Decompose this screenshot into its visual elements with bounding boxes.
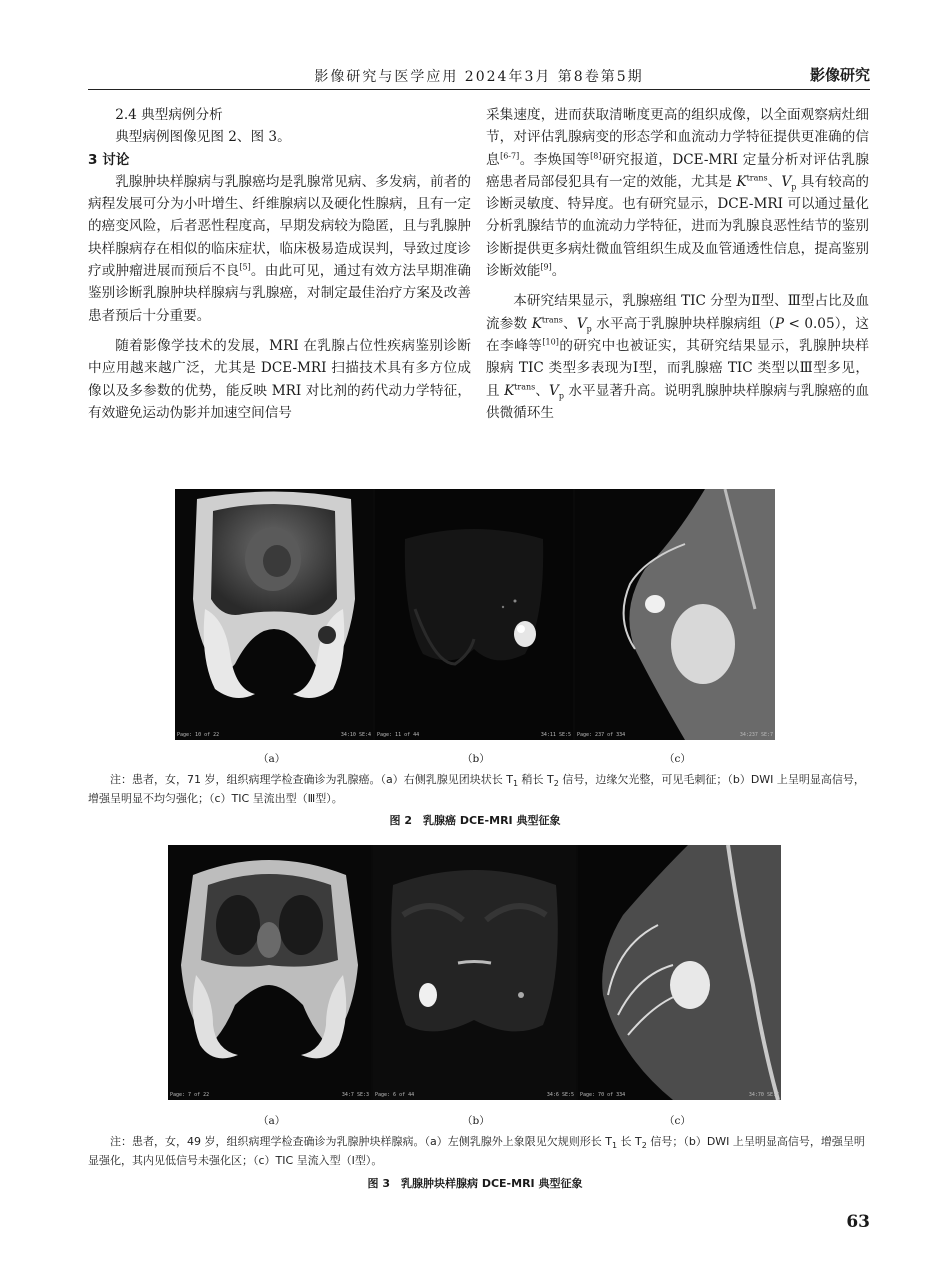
fig2-label-b: （b） — [462, 753, 490, 765]
fig3-panel-c-dce-image: Page: 70 of 334 34:70 SE:7 — [578, 845, 781, 1100]
fig2-panel-b-dwi-image: Page: 11 of 44 34:11 SE:5 — [375, 489, 573, 740]
header-rule — [88, 89, 870, 90]
figure-2-images — [175, 489, 775, 740]
discussion-paragraph-3: 采集速度，进而获取清晰度更高的组织成像，以全面观察病灶细节，对评估乳腺病变的形态学和血流动力学特征提供更准确的信息[6-7]。李焕国等[8]研究报道，DCE-MRI 定量分析对评估乳腺癌患者局部侵犯具有一定的效能，尤其是 $K^{trans}$、$V_p$ 具有较高的诊断灵敏度、特异度。也有研究显示，DCE-MRI 可以通过量化分析乳腺结节的血流动力学特征，进而为乳腺良恶性结节的鉴别诊断提供更多病灶微血管组织生成及血管通透性信息，提高鉴别诊断效能[9]。 — [486, 107, 870, 280]
subsection-title: 2.4 典型病例分析 — [115, 107, 223, 123]
journal-info: 影像研究与医学应用 2024年3月 第8卷第5期 — [314, 69, 644, 85]
discussion-paragraph-4: 本研究结果显示，乳腺癌组 TIC 分型为Ⅱ型、Ⅲ型占比及血流参数 $K^{trans}$、$V_p$ 水平高于乳腺肿块样腺病组（P < 0.05），这在李峰等[10]的研究中也被证实，其研究结果显示，乳腺肿块样腺病 TIC 类型多表现为Ⅰ型，而乳腺癌 TIC 类型以Ⅲ型多见，且 $K^{trans}$、$V_p$ 水平显著升高。说明乳腺肿块样腺病与乳腺癌的血供微循环生 — [486, 293, 870, 421]
citation: [9] — [540, 262, 552, 272]
fig3-caption: 图 3 乳腺肿块样腺病 DCE-MRI 典型征象 — [367, 1177, 583, 1190]
fig3-panel-a-t1-image: Page: 7 of 22 34:7 SE:3 — [168, 845, 371, 1100]
fig3-note: 注：患者，女，49 岁，组织病理学检查确诊为乳腺肿块样腺病。（a）左侧乳腺外上象限见欠规则形长 $T_1$ 长 $T_2$ 信号；（b）DWI 上呈明显高信号，增强呈明显强化，其内见低信号未强化区；（c）TIC 呈流入型（Ⅰ型）。 — [88, 1135, 865, 1167]
section-title: 3 讨论 — [88, 151, 130, 168]
fig3-label-c: （c） — [664, 1115, 691, 1127]
fig2-label-a: （a） — [258, 753, 286, 765]
running-header — [88, 64, 870, 88]
fig3-panel-b-dwi-image: Page: 6 of 44 34:6 SE:5 — [373, 845, 576, 1100]
citation: [6-7] — [500, 151, 520, 161]
fig2-panel-a-t1-image: Page: 10 of 22 34:10 SE:4 — [175, 489, 373, 740]
citation: [8] — [590, 151, 602, 161]
subsection-text: 典型病例图像见图 2、图 3。 — [115, 129, 291, 146]
page-number: 63 — [846, 1212, 870, 1232]
fig2-label-c: （c） — [664, 753, 691, 765]
figure-3-images — [168, 845, 781, 1100]
fig2-panel-c-dce-image: Page: 237 of 334 34:237 SE:7 — [575, 489, 775, 740]
left-column — [88, 104, 471, 424]
discussion-paragraph-1: 乳腺肿块样腺病与乳腺癌均是乳腺常见病、多发病，前者的病程发展可分为小叶增生、纤维腺病以及硬化性腺病，且有一定的癌变风险，后者恶性程度高，早期发病较为隐匿，且与乳腺肿块样腺病存在相似的临床症状，临床极易造成误判，导致过度诊疗或肿瘤进展而预后不良[5]。由此可见，通过有效方法早期准确鉴别诊断乳腺肿块样腺病与乳腺癌，对制定最佳治疗方案及改善患者预后十分重要。 — [88, 173, 472, 324]
fig3-label-a: （a） — [258, 1115, 286, 1127]
section-name: 影像研究 — [809, 66, 870, 84]
discussion-paragraph-2: 随着影像学技术的发展，MRI 在乳腺占位性疾病鉴别诊断中应用越来越广泛，尤其是 DCE-MRI 扫描技术具有多方位成像以及多参数的优势，能反映 MRI 对比剂的药代动力学特征，有效避免运动伪影并加速空间信号 — [88, 337, 471, 421]
citation: [5] — [239, 262, 251, 272]
citation: [10] — [542, 337, 559, 347]
right-column — [486, 104, 869, 424]
fig2-note: 注：患者，女，71 岁，组织病理学检查确诊为乳腺癌。（a）右侧乳腺见团块状长 $T_1$ 稍长 $T_2$ 信号，边缘欠光整，可见毛刺征；（b）DWI 上呈明显高信号，增强呈明显不均匀强化；（c）TIC 呈流出型（Ⅲ型）。 — [88, 773, 865, 805]
fig3-label-b: （b） — [462, 1115, 490, 1127]
fig2-caption: 图 2 乳腺癌 DCE-MRI 典型征象 — [389, 814, 561, 827]
